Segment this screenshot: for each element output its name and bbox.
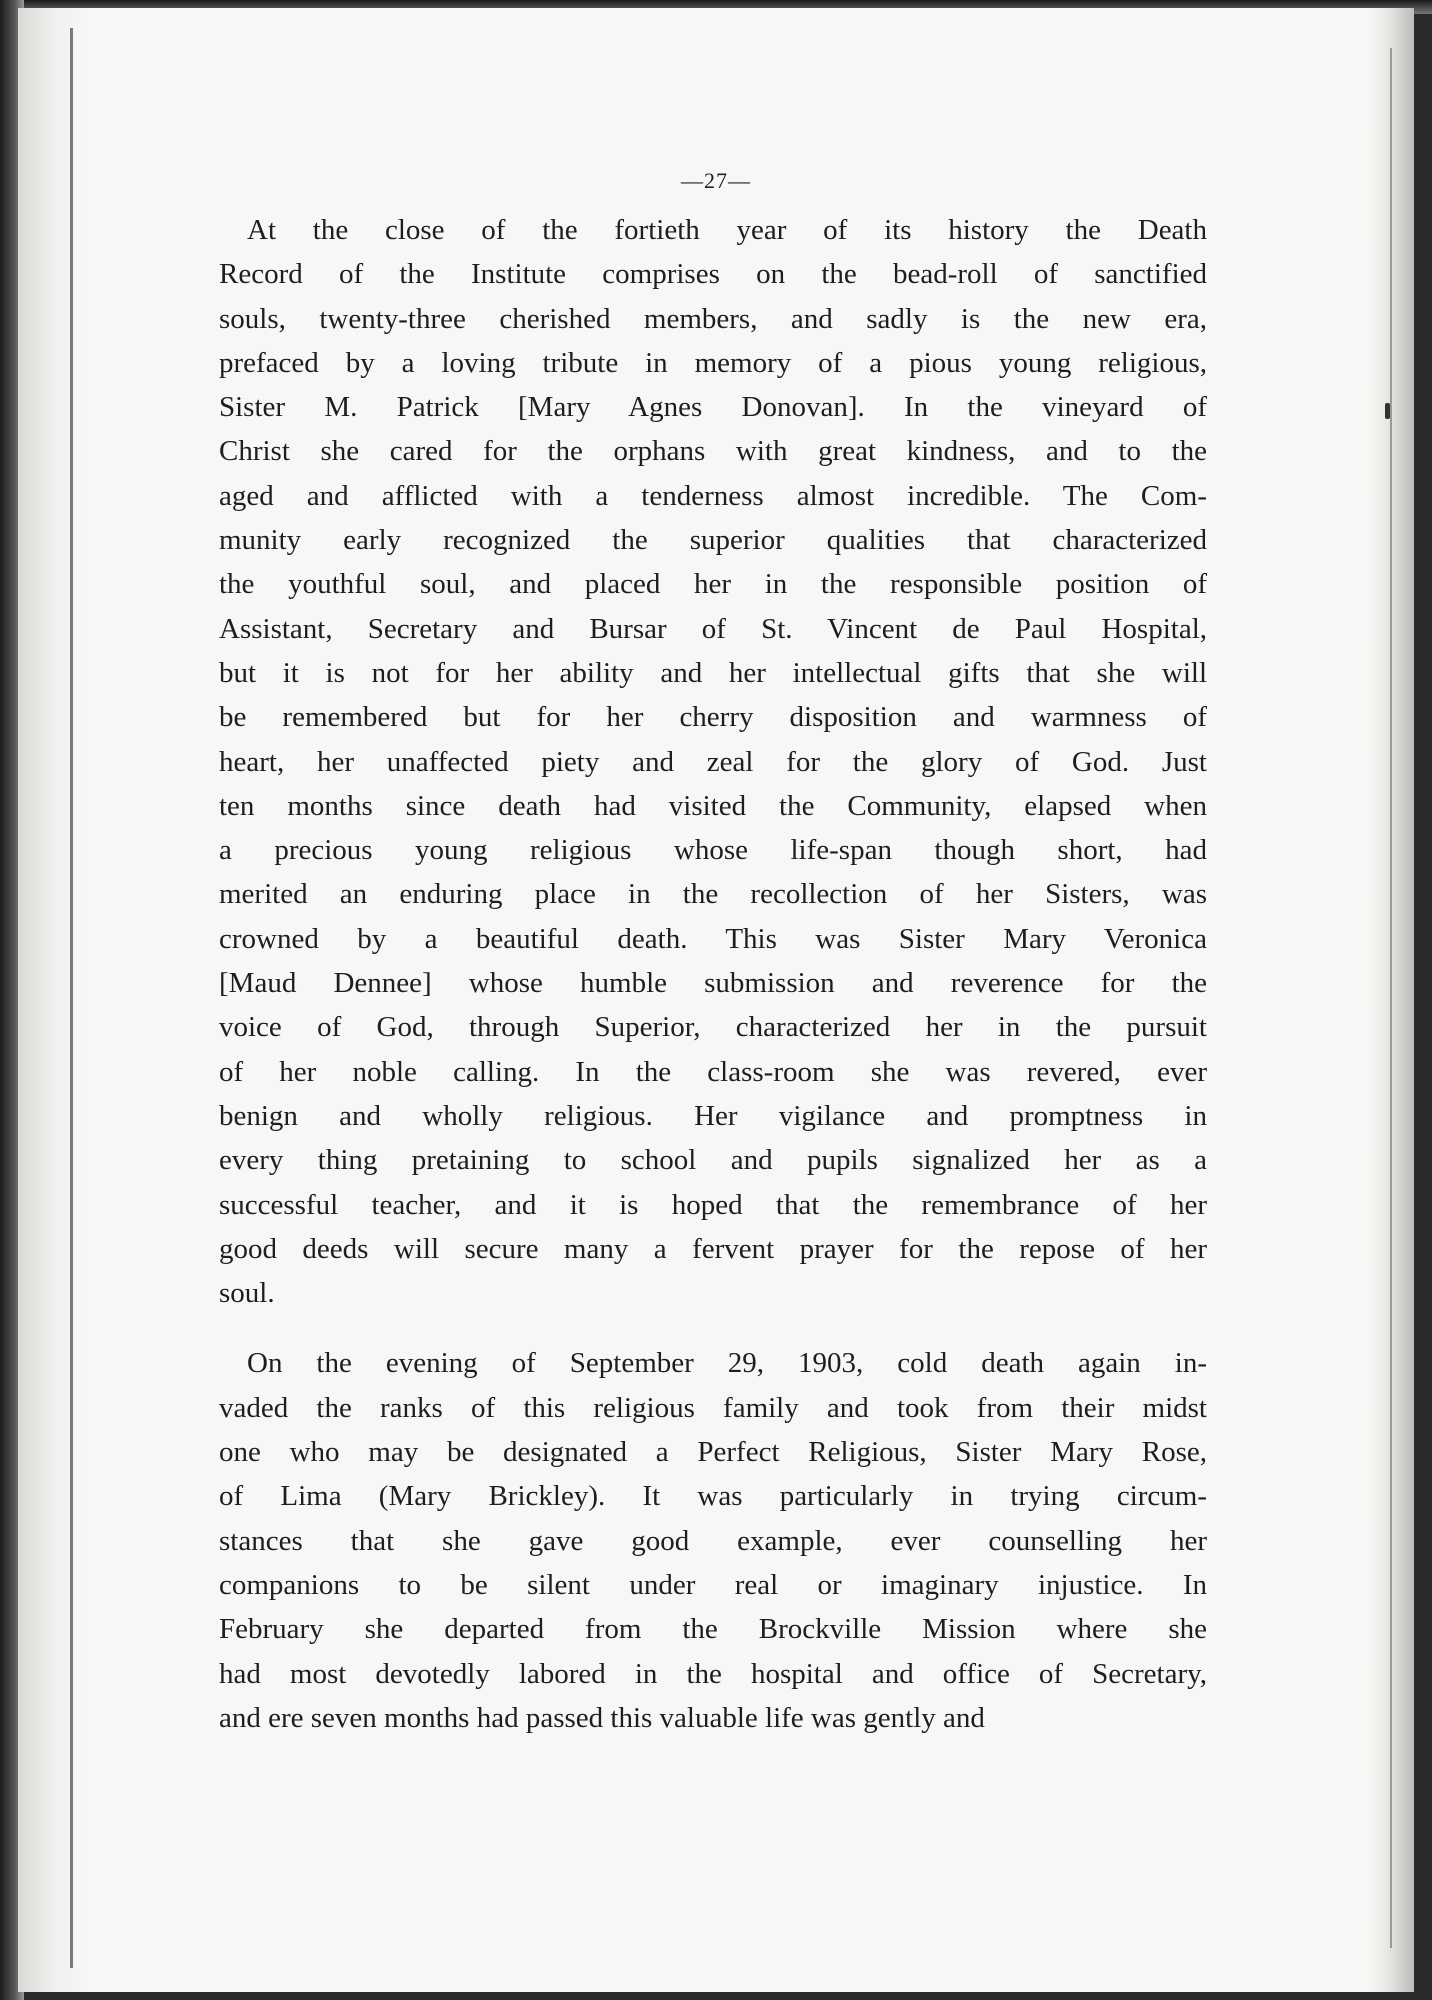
text-line: every thing pretaining to school and pupils signalized her as a <box>219 1144 1207 1177</box>
text-line: merited an enduring place in the recollection of her Sisters, was <box>219 878 1207 911</box>
text-line: Record of the Institute comprises on the bead-roll of sanctified <box>219 258 1207 291</box>
text-line: aged and afflicted with a tenderness almost incredible. The Com- <box>219 479 1207 512</box>
text-line: prefaced by a loving tribute in memory of a pious young religious, <box>219 346 1207 379</box>
text-line: Christ she cared for the orphans with great kindness, and to the <box>219 435 1207 468</box>
paragraph <box>219 1341 1207 1740</box>
text-line: ten months since death had visited the Community, elapsed when <box>219 789 1207 822</box>
text-line: Assistant, Secretary and Bursar of St. Vincent de Paul Hospital, <box>219 612 1207 645</box>
text-line: voice of God, through Superior, characterized her in the pursuit <box>219 1011 1207 1044</box>
document-page <box>18 8 1414 1992</box>
text-line: the youthful soul, and placed her in the responsible position of <box>219 568 1207 601</box>
paragraph-gap <box>219 1315 1207 1341</box>
text-line: good deeds will secure many a fervent prayer for the repose of her <box>219 1232 1207 1265</box>
text-line: of Lima (Mary Brickley). It was particularly in trying circum- <box>219 1480 1207 1513</box>
text-line: of her noble calling. In the class-room she was revered, ever <box>219 1055 1207 1088</box>
text-line: souls, twenty-three cherished members, and sadly is the new era, <box>219 302 1207 335</box>
page-tab-mark <box>1385 403 1390 419</box>
text-line: companions to be silent under real or imaginary injustice. In <box>219 1568 1207 1601</box>
text-line: [Maud Dennee] whose humble submission and reverence for the <box>219 967 1207 1000</box>
text-line: but it is not for her ability and her intellectual gifts that she will <box>219 656 1207 689</box>
text-line: successful teacher, and it is hoped that the remembrance of her <box>219 1188 1207 1221</box>
text-line: a precious young religious whose life-span though short, had <box>219 834 1207 867</box>
text-line: had most devotedly labored in the hospital and office of Secretary, <box>219 1657 1207 1690</box>
page-edge-right <box>1370 8 1414 1992</box>
paragraph <box>219 208 1207 1315</box>
text-line: soul. <box>219 1277 275 1310</box>
text-line: Sister M. Patrick [Mary Agnes Donovan]. In the vineyard of <box>219 391 1207 424</box>
text-line: On the evening of September 29, 1903, cold death again in- <box>247 1347 1207 1380</box>
body-text <box>219 208 1207 1740</box>
text-line: benign and wholly religious. Her vigilance and promptness in <box>219 1099 1207 1132</box>
page-number: —27— <box>681 168 751 193</box>
binding-line <box>70 28 73 1968</box>
text-line: stances that she gave good example, ever counselling her <box>219 1524 1207 1557</box>
page-gutter-left <box>18 8 86 1992</box>
page-edge-line <box>1390 48 1392 1948</box>
text-line: one who may be designated a Perfect Religious, Sister Mary Rose, <box>219 1436 1207 1469</box>
text-line: be remembered but for her cherry disposition and warmness of <box>219 701 1207 734</box>
text-line: At the close of the fortieth year of its history the Death <box>247 214 1207 246</box>
text-line: February she departed from the Brockville Mission where she <box>219 1613 1207 1646</box>
text-line: and ere seven months had passed this valuable life was gently and <box>219 1701 985 1734</box>
text-line: vaded the ranks of this religious family and took from their midst <box>219 1391 1207 1424</box>
text-line: heart, her unaffected piety and zeal for the glory of God. Just <box>219 745 1207 778</box>
text-line: crowned by a beautiful death. This was Sister Mary Veronica <box>219 922 1207 955</box>
text-line: munity early recognized the superior qualities that characterized <box>219 524 1207 557</box>
